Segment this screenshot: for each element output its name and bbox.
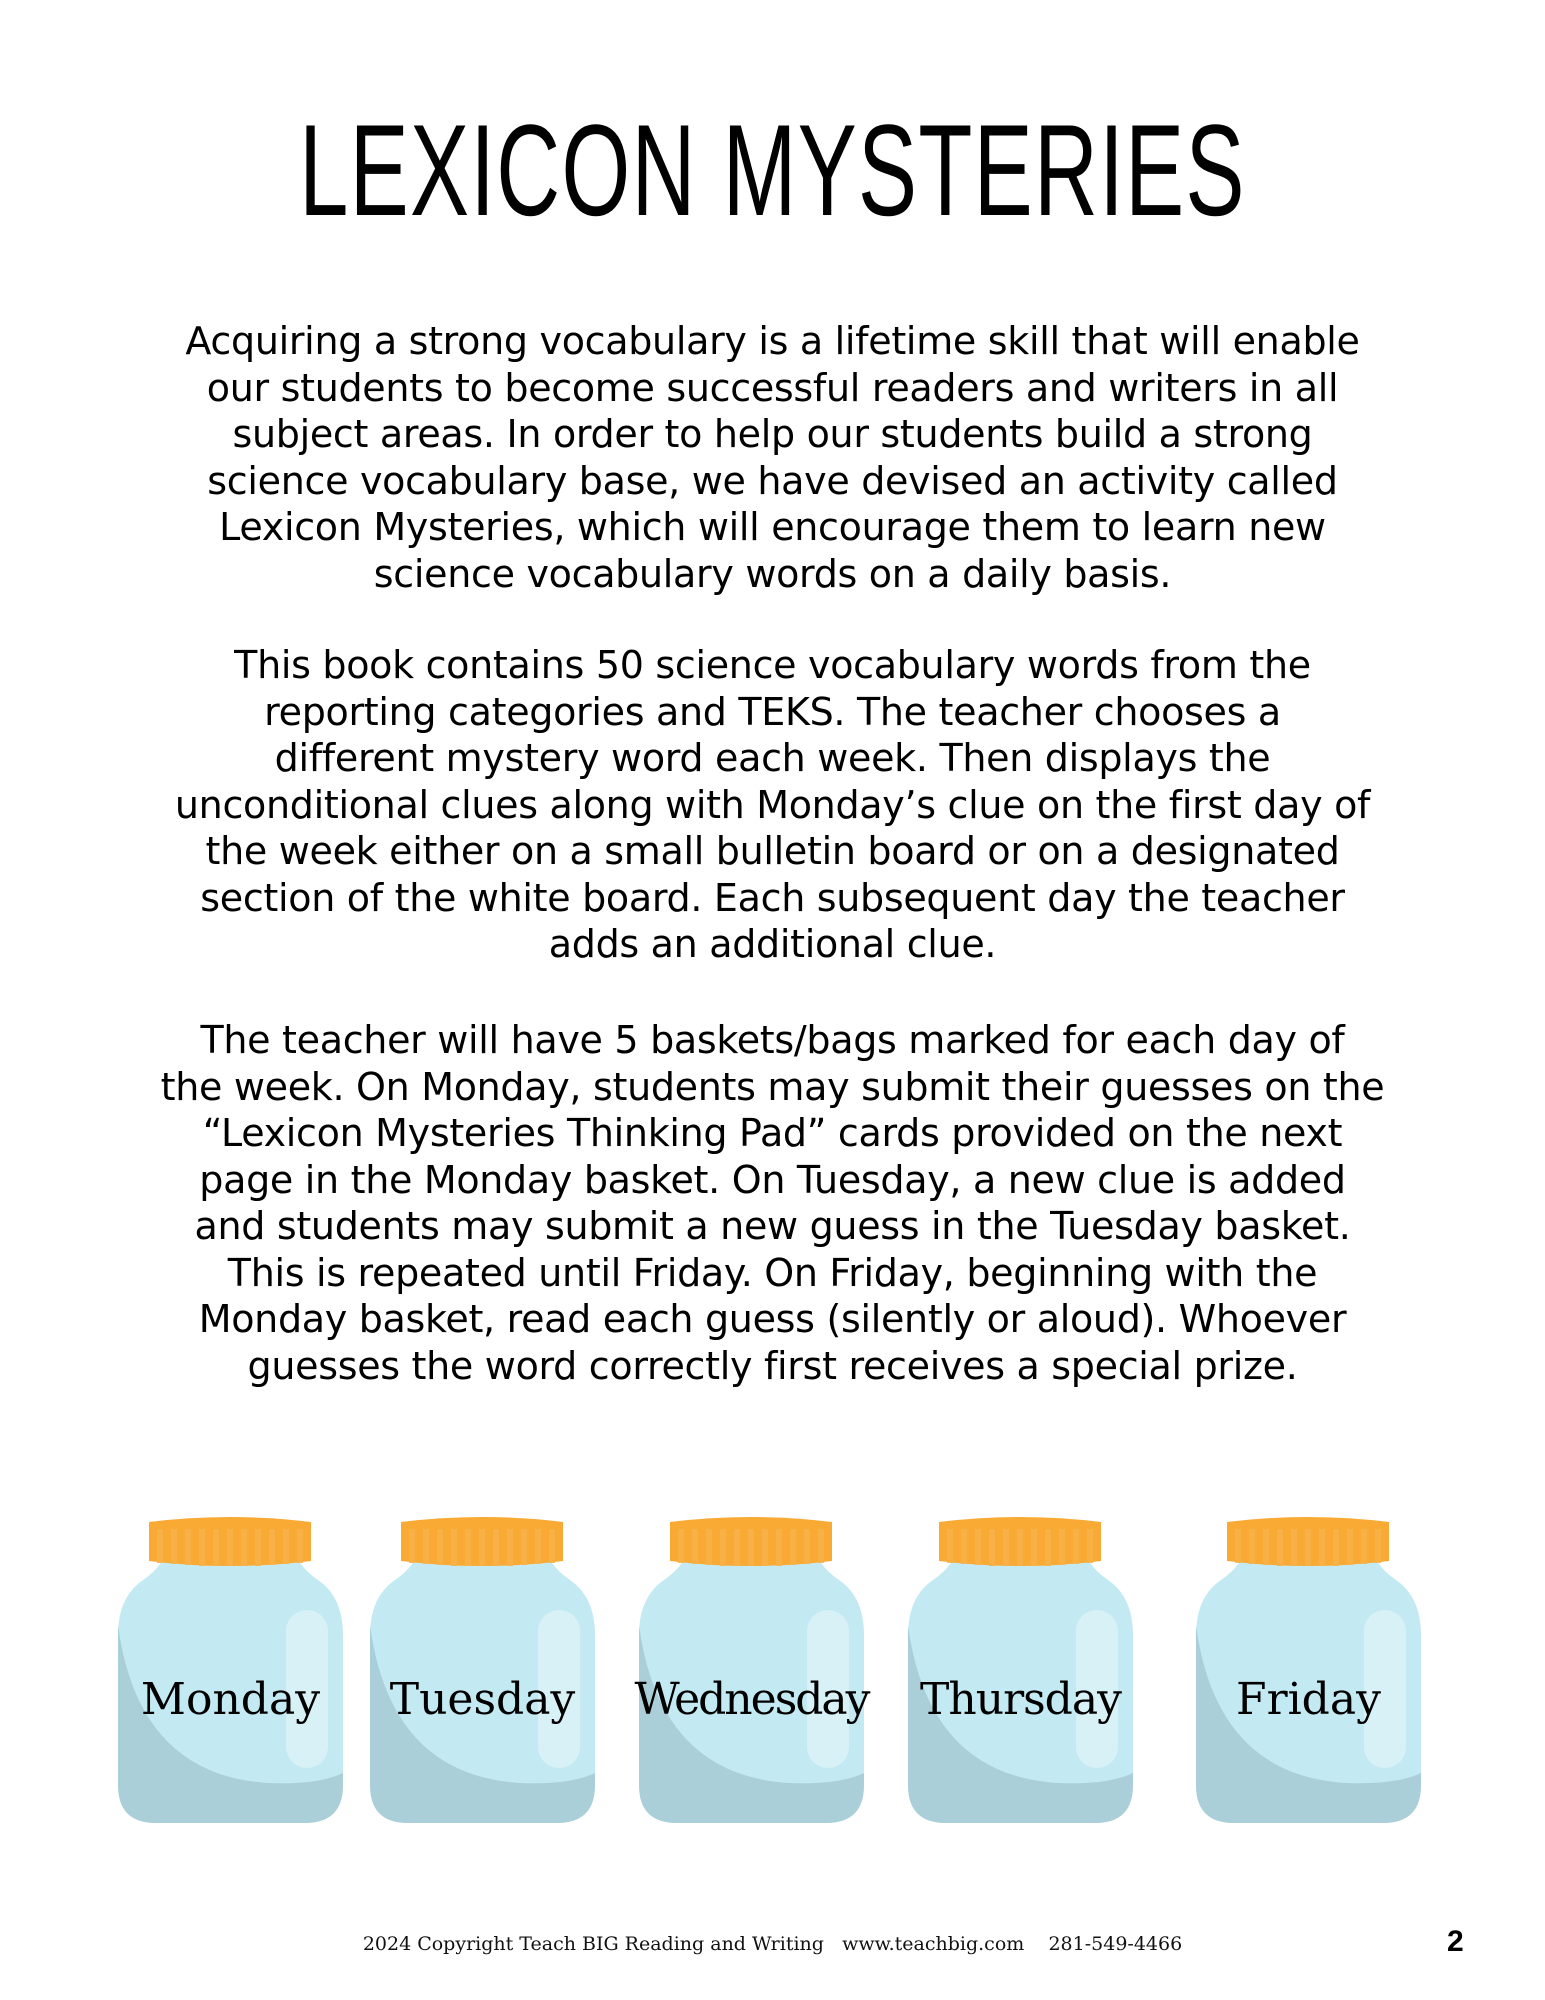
- jar-label-tuesday: Tuesday: [389, 1674, 576, 1725]
- page-number: 2: [1447, 1925, 1464, 1958]
- phone-number: 281-549-4466: [1048, 1933, 1183, 1955]
- text-line: Acquiring a strong vocabulary is a lifetime skill that will enable: [185, 319, 1360, 363]
- jar-label-thursday: Thursday: [920, 1674, 1121, 1725]
- jar-wednesday: [634, 1505, 869, 1825]
- jar-icon: [118, 1505, 343, 1825]
- text-line: page in the Monday basket. On Tuesday, a new clue is added: [199, 1157, 1346, 1202]
- text-line: different mystery word each week. Then displays the: [274, 736, 1271, 780]
- baskets-paragraph: [110, 1017, 1435, 1389]
- text-line: This is repeated until Friday. On Friday, beginning with the: [227, 1250, 1318, 1295]
- copyright-text: 2024 Copyright Teach BIG Reading and Writing: [362, 1933, 824, 1955]
- text-line: This book contains 50 science vocabulary words from the: [234, 643, 1311, 687]
- text-line: the week. On Monday, students may submit their guesses on the: [160, 1064, 1385, 1109]
- text-line: The teacher will have 5 baskets/bags marked for each day of: [200, 1018, 1345, 1062]
- text-line: unconditional clues along with Monday’s clue on the first day of: [174, 782, 1371, 827]
- jar-monday: [118, 1505, 343, 1825]
- text-line: science vocabulary words on a daily basis.: [373, 551, 1172, 596]
- jar-icon: [908, 1505, 1133, 1825]
- text-line: the week either on a small bulletin board or on a designated: [205, 829, 1340, 873]
- jar-label-monday: Monday: [140, 1674, 321, 1725]
- jar-icon: [639, 1505, 864, 1825]
- jar-icon: [370, 1505, 595, 1825]
- jar-icon: [1196, 1505, 1421, 1825]
- text-line: Lexicon Mysteries, which will encourage them to learn new: [219, 505, 1326, 549]
- page-footer: [0, 1933, 1545, 1955]
- text-line: Monday basket, read each guess (silently or aloud). Whoever: [198, 1297, 1347, 1341]
- text-line: section of the white board. Each subsequent day the teacher: [200, 875, 1345, 920]
- text-line: “Lexicon Mysteries Thinking Pad” cards provided on the next: [202, 1111, 1343, 1155]
- text-line: reporting categories and TEKS. The teacher chooses a: [264, 689, 1281, 734]
- page-title: LEXICON MYSTERIES: [299, 97, 1246, 243]
- intro-paragraph: [110, 318, 1435, 597]
- text-line: our students to become successful readers and writers in all: [206, 365, 1339, 410]
- jar-friday: [1196, 1505, 1421, 1825]
- text-line: guesses the word correctly first receives a special prize.: [247, 1343, 1298, 1388]
- jar-thursday: [908, 1505, 1133, 1825]
- text-line: adds an additional clue.: [548, 922, 997, 966]
- text-line: and students may submit a new guess in the Tuesday basket.: [194, 1204, 1351, 1248]
- website-link[interactable]: www.teachbig.com: [842, 1933, 1025, 1955]
- jar-label-wednesday: Wednesday: [634, 1674, 869, 1725]
- jar-label-friday: Friday: [1236, 1674, 1381, 1725]
- jar-tuesday: [370, 1505, 595, 1825]
- book-contents-paragraph: [110, 642, 1435, 968]
- text-line: science vocabulary base, we have devised an activity called: [207, 458, 1338, 503]
- text-line: subject areas. In order to help our students build a strong: [232, 412, 1313, 456]
